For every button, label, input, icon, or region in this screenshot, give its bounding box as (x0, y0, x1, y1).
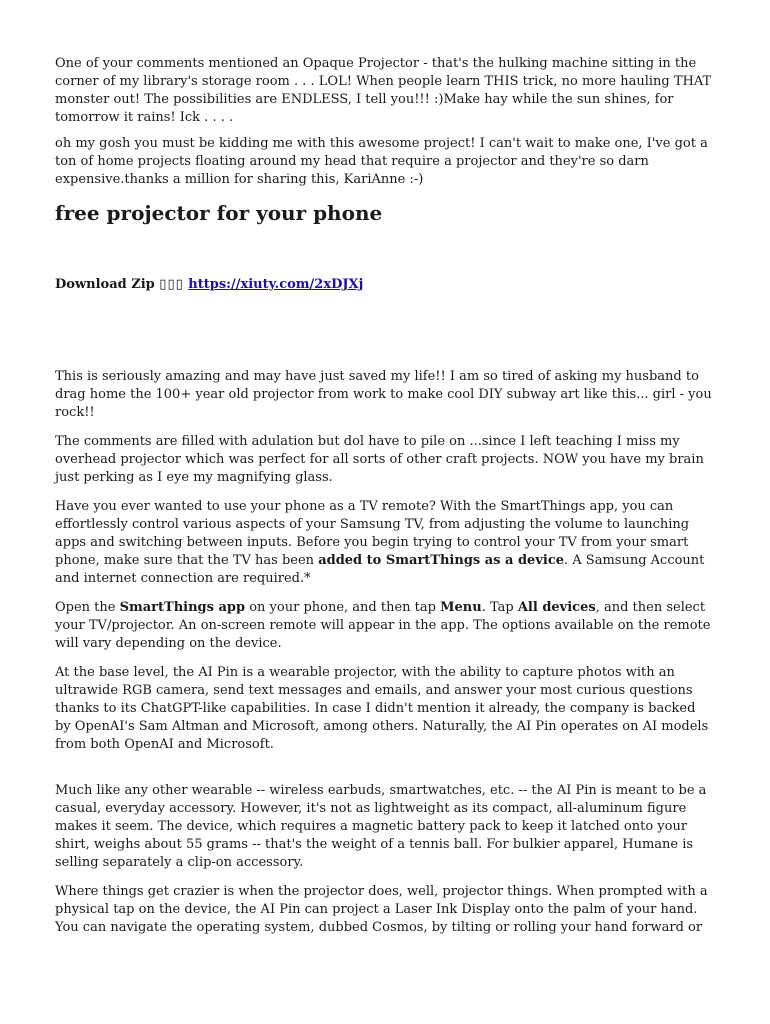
body-paragraph-6: Much like any other wearable -- wireless earbuds, smartwatches, etc. -- the AI Pin is meant to be a casual, everyday accessory. However, it's not as lightweight as its compact, all-aluminum figure makes it seem. The device, which requires a magnetic battery pack to keep it latched onto your shirt, weighs about 55 grams -- that's the weight of a tennis ball. For bulkier apparel, Humane is selling separately a clip-on accessory. (55, 783, 707, 870)
p4-text-a: Open the (55, 600, 120, 615)
download-line (55, 276, 715, 294)
p3-text-a: Have you ever wanted to use your phone as a TV remote? With the SmartThings app, you can effortlessly control various aspects of your Samsung TV, from adjusting the volume to launching apps and switching between inputs. Before you begin trying to control your TV from your smart phone, make sure that the TV has been (55, 499, 690, 568)
body-paragraph-4 (55, 599, 715, 653)
body-paragraph-7: Where things get crazier is when the projector does, well, projector things. When prompted with a physical tap on the device, the AI Pin can project a Laser Ink Display onto the palm of your hand. You can navigate the operating system, dubbed Cosmos, by tilting or rolling your hand forward or (55, 884, 708, 935)
comment-paragraph-2: oh my gosh you must be kidding me with this awesome project! I can't wait to make one, I've got a ton of home projects floating around my head that require a projector and they're so darn expensive.thanks a million for sharing this, KariAnne :-) (55, 136, 708, 187)
section-heading: free projector for your phone (55, 201, 383, 225)
comment-paragraph-1: One of your comments mentioned an Opaque Projector - that's the hulking machine sitting in the corner of my library's storage room . . . LOL! When people learn THIS trick, no more hauling THAT monster out! The possibilities are ENDLESS, I tell you!!! :)Make hay while the sun shines, for tomorrow it rains! Ick . . . . (55, 56, 712, 125)
p4-text-e: . Tap (481, 600, 518, 615)
download-glyphs: ▯▯▯ (159, 277, 184, 292)
download-link[interactable]: https://xiuty.com/2xDJXj (188, 277, 364, 292)
p4-bold-smartthings-app: SmartThings app (119, 600, 246, 615)
p4-bold-menu: Menu (440, 600, 482, 615)
body-paragraph-5: At the base level, the AI Pin is a wearable projector, with the ability to capture photos with an ultrawide RGB camera, send text messages and emails, and answer your most curious questions thanks to its ChatGPT-like capabilities. In case I didn't mention it already, the company is backed by OpenAI's Sam Altman and Microsoft, among others. Naturally, the AI Pin operates on AI models from both OpenAI and Microsoft. (55, 665, 709, 752)
body-paragraph-3 (55, 498, 715, 588)
p4-text-c: on your phone, and then tap (245, 600, 441, 615)
p3-text-c: . A Samsung Account and internet connection are required.* (55, 553, 705, 586)
download-label: Download Zip (55, 277, 155, 292)
document-body (55, 55, 715, 937)
body-paragraph-1: This is seriously amazing and may have just saved my life!! I am so tired of asking my husband to drag home the 100+ year old projector from work to make cool DIY subway art like this... girl - you rock!! (55, 369, 712, 420)
p4-text-g: , and then select your TV/projector. An on-screen remote will appear in the app. The options available on the remote will vary depending on the device. (55, 600, 711, 651)
p4-bold-all-devices: All devices (517, 600, 596, 615)
p3-bold-smartthings-device: added to SmartThings as a device (318, 553, 565, 568)
body-paragraph-2: The comments are filled with adulation but dol have to pile on ...since I left teaching I miss my overhead projector which was perfect for all sorts of other craft projects. NOW you have my brain just perking as I eye my magnifying glass. (55, 434, 704, 485)
